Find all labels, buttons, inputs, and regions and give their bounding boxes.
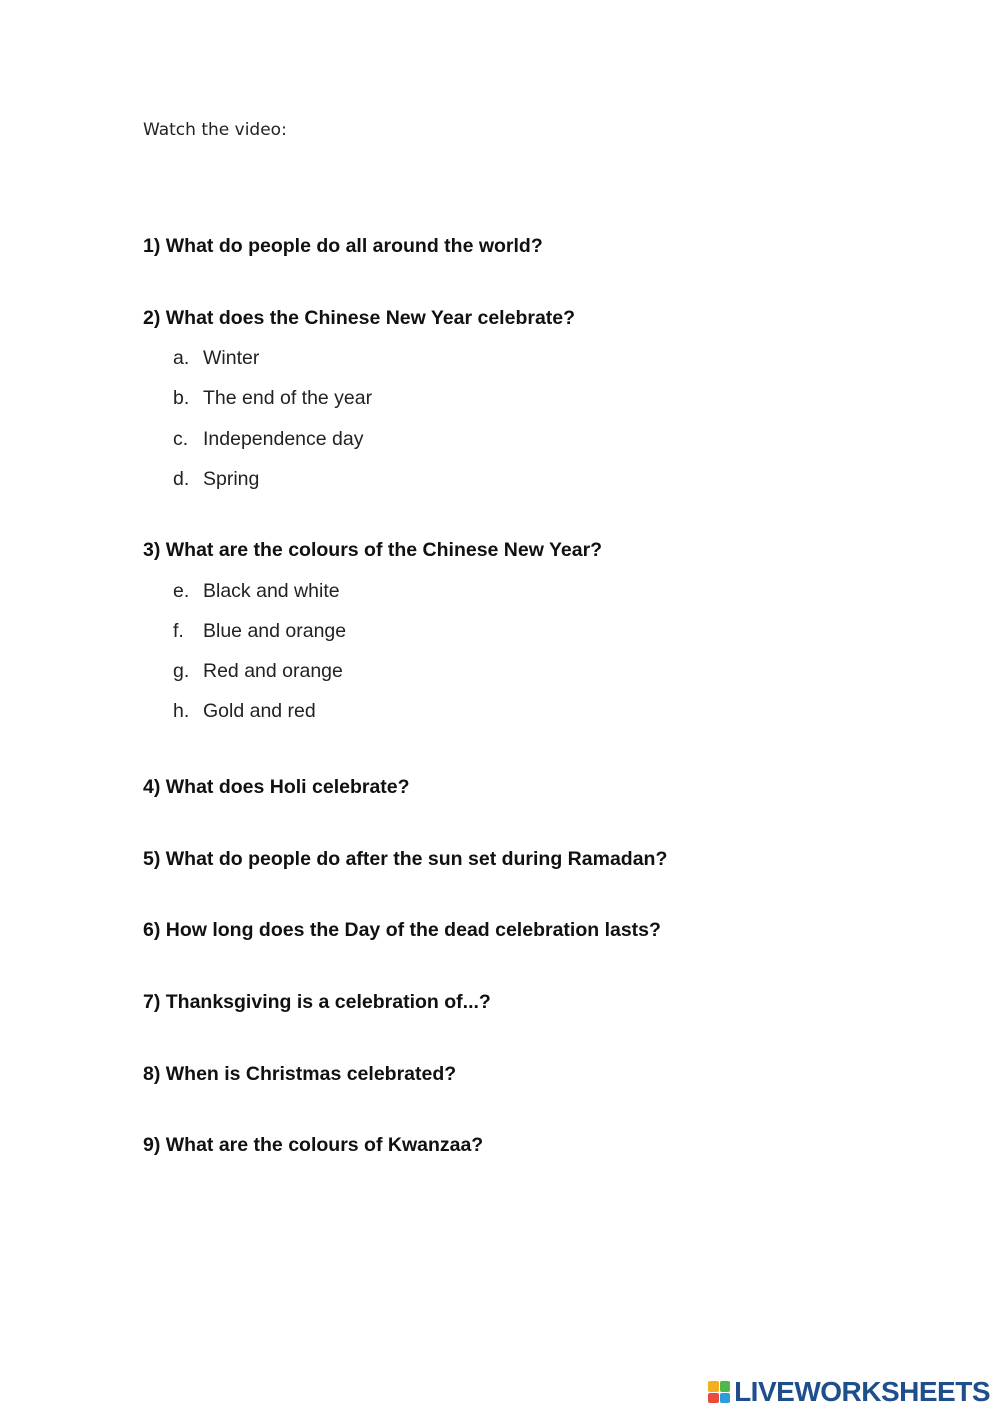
option-letter: a. <box>173 347 190 369</box>
option-label: Red and orange <box>203 660 343 682</box>
option-f <box>173 620 346 643</box>
question-8: 8) When is Christmas celebrated? <box>143 1063 457 1085</box>
option-a <box>173 347 259 370</box>
option-c <box>173 428 363 451</box>
option-label: Independence day <box>203 428 364 450</box>
option-letter: h. <box>173 700 190 722</box>
option-letter: e. <box>173 580 190 602</box>
liveworksheets-logo-icon <box>708 1381 730 1403</box>
option-label: The end of the year <box>203 387 373 409</box>
question-9: 9) What are the colours of Kwanzaa? <box>143 1134 484 1156</box>
question-4: 4) What does Holi celebrate? <box>143 776 410 798</box>
question-3: 3) What are the colours of the Chinese New Year? <box>143 539 603 561</box>
option-b <box>173 387 372 410</box>
option-label: Spring <box>203 468 260 490</box>
logo-tile <box>720 1393 731 1404</box>
logo-tile <box>708 1393 719 1404</box>
liveworksheets-brand[interactable] <box>708 1377 990 1407</box>
logo-tile <box>720 1381 731 1392</box>
option-h <box>173 700 316 723</box>
brand-name: LIVEWORKSHEETS <box>734 1376 990 1407</box>
option-label: Blue and orange <box>203 620 347 642</box>
option-g <box>173 660 343 683</box>
option-label: Black and white <box>203 580 340 602</box>
option-letter: f. <box>173 620 184 642</box>
option-letter: b. <box>173 387 190 409</box>
option-letter: c. <box>173 428 189 450</box>
option-label: Winter <box>203 347 260 369</box>
intro-text: Watch the video: <box>143 120 287 140</box>
question-7: 7) Thanksgiving is a celebration of...? <box>143 991 491 1013</box>
option-letter: g. <box>173 660 190 682</box>
question-2: 2) What does the Chinese New Year celebrate? <box>143 307 576 329</box>
option-e <box>173 580 340 603</box>
option-letter: d. <box>173 468 190 490</box>
question-5: 5) What do people do after the sun set during Ramadan? <box>143 848 668 870</box>
question-1: 1) What do people do all around the world? <box>143 235 543 257</box>
option-d <box>173 468 259 491</box>
logo-tile <box>708 1381 719 1392</box>
question-6: 6) How long does the Day of the dead celebration lasts? <box>143 919 661 941</box>
option-label: Gold and red <box>203 700 316 722</box>
